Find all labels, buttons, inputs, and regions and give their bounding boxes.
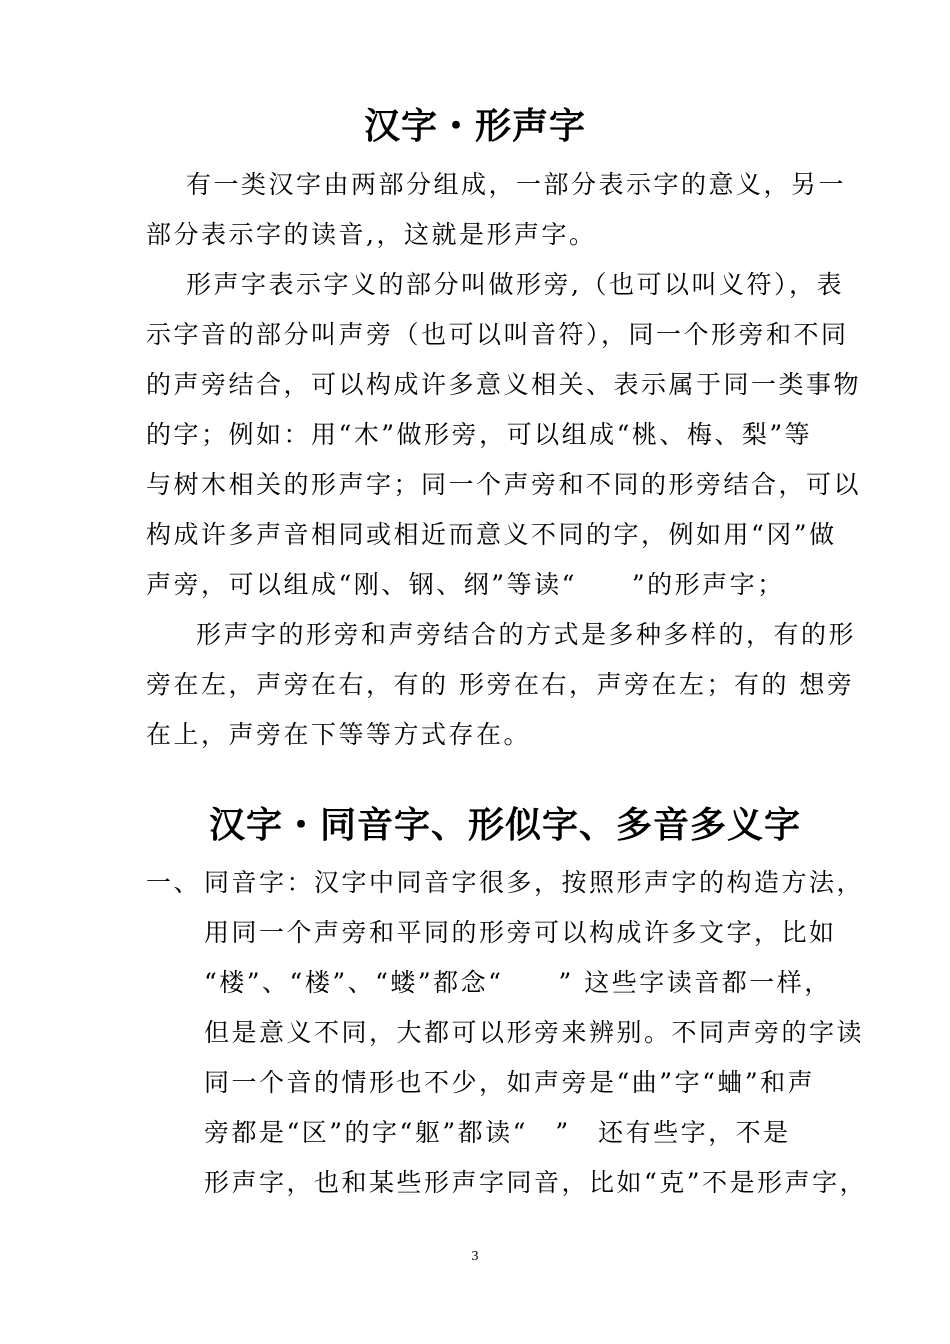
paragraph-intro bbox=[146, 160, 847, 260]
paragraph-line: 形声字的形旁和声旁结合的方式是多种多样的，有的形 bbox=[196, 620, 857, 649]
paragraph-line: 部分表示字的读音,，这就是形声字。 bbox=[146, 220, 597, 249]
paragraph-line: 构成许多声音相同或相近而意义不同的字，例如用“冈”做 bbox=[146, 520, 837, 549]
paragraph-line: 的字；例如：用“木”做形旁，可以组成“桃、梅、梨”等 bbox=[146, 420, 813, 449]
paragraph-line: 声旁，可以组成“刚、钢、纲”等读“ ”的形声字； bbox=[146, 570, 785, 599]
paragraph-line: 在上，声旁在下等等方式存在。 bbox=[146, 720, 532, 749]
list-item-line: 形声字，也和某些形声字同音，比如“克”不是形声字， bbox=[204, 1168, 868, 1197]
list-item-line: 旁都是“区”的字“躯”都读“ ” 还有些字，不是 bbox=[204, 1118, 791, 1147]
paragraph-line: 与树木相关的形声字；同一个声旁和不同的形旁结合，可以 bbox=[146, 470, 862, 499]
list-item-line: 但是意义不同，大都可以形旁来辨别。不同声旁的字读 bbox=[204, 1018, 865, 1047]
paragraph-line: 的声旁结合，可以构成许多意义相关、表示属于同一类事物 bbox=[146, 370, 862, 399]
section-title-xingshengzi: 汉字・形声字 bbox=[363, 106, 586, 147]
list-marker: 一、 bbox=[146, 868, 202, 897]
list-item-first-line bbox=[146, 858, 865, 908]
list-item-line: 同一个音的情形也不少，如声旁是“曲”字“蛐”和声 bbox=[204, 1068, 816, 1097]
list-item-line: 用同一个声旁和平同的形旁可以构成许多文字，比如 bbox=[204, 918, 837, 947]
paragraph-line: 旁在左，声旁在右，有的 形旁在右，声旁在左；有的 想旁 bbox=[146, 670, 855, 699]
list-item-line: “楼”、“楼”、“蝼”都念“ ” 这些字读音都一样， bbox=[204, 968, 832, 997]
paragraph-line: 有一类汉字由两部分组成，一部分表示字的意义，另一 bbox=[186, 170, 847, 199]
numbered-list bbox=[146, 858, 868, 1208]
page-number: 3 bbox=[471, 1249, 479, 1264]
section-title-tongyinzi: 汉字・同音字、形似字、多音多义字 bbox=[208, 805, 801, 846]
paragraph-line: 形声字表示字义的部分叫做形旁,（也可以叫义符），表 bbox=[186, 270, 844, 299]
paragraph-line: 示字音的部分叫声旁（也可以叫音符），同一个形旁和不同 bbox=[146, 320, 849, 349]
paragraph-combination-methods bbox=[146, 610, 857, 760]
list-item-text: 同音字：汉字中同音字很多，按照形声字的构造方法， bbox=[204, 868, 865, 897]
paragraph-xingpang-shengpang bbox=[146, 260, 862, 610]
